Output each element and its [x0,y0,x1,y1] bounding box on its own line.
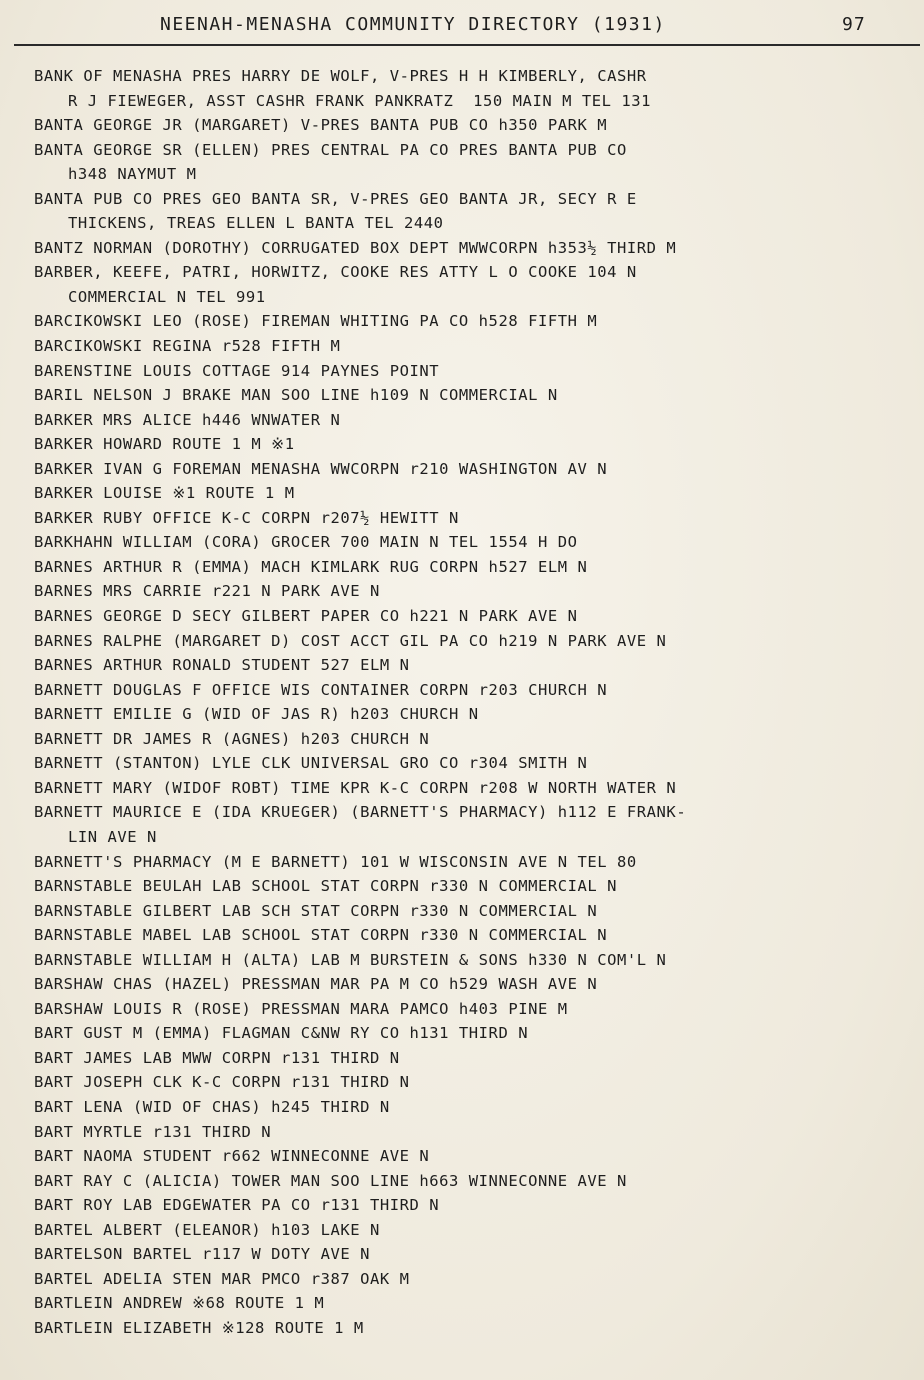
directory-entry [0,923,914,948]
directory-entry [0,727,914,752]
entry-line: BARTLEIN ELIZABETH ※128 ROUTE 1 M [34,1318,364,1337]
directory-entry [0,138,914,187]
directory-entry [0,1095,914,1120]
directory-entries [0,64,924,1340]
directory-entry [0,1316,914,1341]
entry-line: BARNETT (STANTON) LYLE CLK UNIVERSAL GRO CO r304 SMITH N [34,754,588,773]
directory-entry [0,530,914,555]
entry-line: BARNES GEORGE D SECY GILBERT PAPER CO h221 N PARK AVE N [34,607,578,626]
directory-entry [0,64,914,113]
directory-entry [0,997,914,1022]
entry-line: BARNETT MARY (WIDOF ROBT) TIME KPR K-C CORPN r208 W NORTH WATER N [34,778,677,797]
entry-continuation-line: R J FIEWEGER, ASST CASHR FRANK PANKRATZ 150 MAIN M TEL 131 [68,91,652,110]
directory-entry [0,948,914,973]
directory-entry [0,1267,914,1292]
directory-entry [0,1291,914,1316]
directory-entry [0,1120,914,1145]
entry-line: BART ROY LAB EDGEWATER PA CO r131 THIRD N [34,1196,440,1215]
entry-line: BARENSTINE LOUIS COTTAGE 914 PAYNES POINT [34,361,440,380]
directory-entry [0,408,914,433]
entry-line: BARBER, KEEFE, PATRI, HORWITZ, COOKE RES ATTY L O COOKE 104 N [34,263,637,282]
page-header [0,14,924,40]
entry-line: BANTZ NORMAN (DOROTHY) CORRUGATED BOX DEPT MWWCORPN h353½ THIRD M [34,238,677,257]
page-number: 97 [842,14,866,35]
directory-entry [0,678,914,703]
directory-entry [0,481,914,506]
entry-line: BARNETT MAURICE E (IDA KRUEGER) (BARNETT'S PHARMACY) h112 E FRANK- [34,803,687,822]
entry-line: BARNSTABLE WILLIAM H (ALTA) LAB M BURSTEIN & SONS h330 N COM'L N [34,950,667,969]
entry-line: BARCIKOWSKI LEO (ROSE) FIREMAN WHITING PA CO h528 FIFTH M [34,312,598,331]
directory-entry [0,1218,914,1243]
directory-entry [0,1169,914,1194]
directory-entry [0,604,914,629]
entry-continuation-line: LIN AVE N [68,827,157,846]
directory-entry [0,309,914,334]
entry-line: BANTA PUB CO PRES GEO BANTA SR, V-PRES GEO BANTA JR, SECY R E [34,189,637,208]
entry-line: BARTEL ADELIA STEN MAR PMCO r387 OAK M [34,1269,410,1288]
directory-entry [0,1242,914,1267]
entry-line: BARNETT EMILIE G (WID OF JAS R) h203 CHURCH N [34,705,479,724]
header-rule [14,44,920,46]
entry-line: BARTEL ALBERT (ELEANOR) h103 LAKE N [34,1220,380,1239]
directory-title: NEENAH-MENASHA COMMUNITY DIRECTORY (1931) [160,14,666,35]
entry-line: BART RAY C (ALICIA) TOWER MAN SOO LINE h663 WINNECONNE AVE N [34,1171,627,1190]
directory-entry [0,874,914,899]
entry-continuation-line: COMMERCIAL N TEL 991 [68,287,266,306]
directory-entry [0,850,914,875]
entry-line: BARKHAHN WILLIAM (CORA) GROCER 700 MAIN N TEL 1554 H DO [34,533,578,552]
entry-line: BARNSTABLE MABEL LAB SCHOOL STAT CORPN r330 N COMMERCIAL N [34,926,608,945]
directory-entry [0,187,914,236]
directory-entry [0,555,914,580]
entry-line: BART MYRTLE r131 THIRD N [34,1122,272,1141]
entry-line: BARNETT DOUGLAS F OFFICE WIS CONTAINER CORPN r203 CHURCH N [34,680,608,699]
entry-line: BARNETT DR JAMES R (AGNES) h203 CHURCH N [34,729,430,748]
directory-entry [0,1070,914,1095]
directory-entry [0,702,914,727]
entry-line: BART JAMES LAB MWW CORPN r131 THIRD N [34,1048,400,1067]
directory-entry [0,383,914,408]
directory-entry [0,260,914,309]
entry-line: BARKER HOWARD ROUTE 1 M ※1 [34,435,295,454]
entry-line: BARNES MRS CARRIE r221 N PARK AVE N [34,582,380,601]
directory-entry [0,334,914,359]
entry-line: BARNES RALPHE (MARGARET D) COST ACCT GIL PA CO h219 N PARK AVE N [34,631,667,650]
entry-line: BARKER RUBY OFFICE K-C CORPN r207½ HEWITT N [34,508,459,527]
entry-line: BARNSTABLE BEULAH LAB SCHOOL STAT CORPN r330 N COMMERCIAL N [34,877,618,896]
entry-line: BARKER IVAN G FOREMAN MENASHA WWCORPN r210 WASHINGTON AV N [34,459,608,478]
entry-line: BARNES ARTHUR R (EMMA) MACH KIMLARK RUG CORPN h527 ELM N [34,557,588,576]
directory-entry [0,1046,914,1071]
entry-line: BANTA GEORGE SR (ELLEN) PRES CENTRAL PA CO PRES BANTA PUB CO [34,140,627,159]
entry-line: BART LENA (WID OF CHAS) h245 THIRD N [34,1097,390,1116]
entry-line: BARKER LOUISE ※1 ROUTE 1 M [34,484,295,503]
entry-line: BARTLEIN ANDREW ※68 ROUTE 1 M [34,1294,325,1313]
entry-line: BARKER MRS ALICE h446 WNWATER N [34,410,341,429]
directory-entry [0,1193,914,1218]
directory-entry [0,800,914,849]
directory-entry [0,432,914,457]
directory-entry [0,1144,914,1169]
entry-line: BART NAOMA STUDENT r662 WINNECONNE AVE N [34,1147,430,1166]
directory-entry [0,972,914,997]
directory-entry [0,653,914,678]
entry-line: BARTELSON BARTEL r117 W DOTY AVE N [34,1245,370,1264]
entry-line: BARNES ARTHUR RONALD STUDENT 527 ELM N [34,656,410,675]
entry-line: BART JOSEPH CLK K-C CORPN r131 THIRD N [34,1073,410,1092]
entry-continuation-line: THICKENS, TREAS ELLEN L BANTA TEL 2440 [68,214,444,233]
directory-entry [0,776,914,801]
entry-line: BARCIKOWSKI REGINA r528 FIFTH M [34,337,341,356]
directory-entry [0,751,914,776]
directory-entry [0,113,914,138]
entry-line: BANK OF MENASHA PRES HARRY DE WOLF, V-PRES H H KIMBERLY, CASHR [34,67,647,85]
entry-line: BARNETT'S PHARMACY (M E BARNETT) 101 W WISCONSIN AVE N TEL 80 [34,852,637,871]
directory-entry [0,899,914,924]
entry-line: BART GUST M (EMMA) FLAGMAN C&NW RY CO h131 THIRD N [34,1024,529,1043]
directory-entry [0,236,914,261]
entry-continuation-line: h348 NAYMUT M [68,165,197,184]
directory-entry [0,457,914,482]
entry-line: BARSHAW CHAS (HAZEL) PRESSMAN MAR PA M CO h529 WASH AVE N [34,975,598,994]
directory-entry [0,579,914,604]
entry-line: BARNSTABLE GILBERT LAB SCH STAT CORPN r330 N COMMERCIAL N [34,901,598,920]
directory-entry [0,506,914,531]
directory-entry [0,1021,914,1046]
directory-entry [0,629,914,654]
entry-line: BARSHAW LOUIS R (ROSE) PRESSMAN MARA PAMCO h403 PINE M [34,999,568,1018]
directory-entry [0,359,914,384]
entry-line: BARIL NELSON J BRAKE MAN SOO LINE h109 N COMMERCIAL N [34,386,558,405]
entry-line: BANTA GEORGE JR (MARGARET) V-PRES BANTA PUB CO h350 PARK M [34,116,608,135]
